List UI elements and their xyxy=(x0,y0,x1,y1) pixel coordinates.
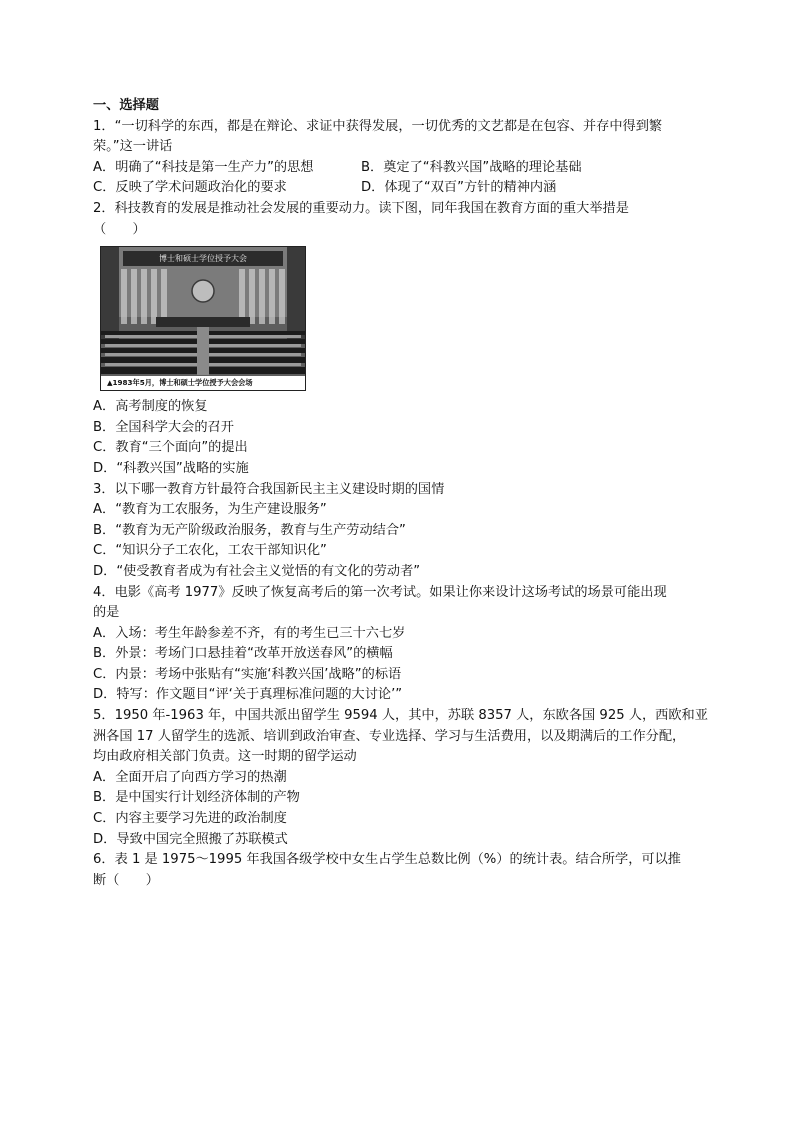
question-stem: 5．1950 年-1963 年，中国共派出留学生 9594 人，其中，苏联 8357 人，东欧各国 925 人，西欧和亚 xyxy=(93,708,708,724)
photo-caption: ▲1983年5月，博士和硕士学位授予大会会场 xyxy=(101,376,305,390)
question-stem: 4．电影《高考 1977》反映了恢复高考后的第一次考试。如果让你来设计这场考试的场景可能出现 xyxy=(93,584,667,600)
option-b: B．全国科学大会的召开 xyxy=(93,419,234,435)
option-a: A．全面开启了向西方学习的热潮 xyxy=(93,769,287,785)
option-c: C．内容主要学习先进的政治制度 xyxy=(93,811,287,827)
option-c: C．内景：考场中张贴有“实施‘科教兴国’战略”的标语 xyxy=(93,666,402,682)
option-a: A．明确了“科技是第一生产力”的思想 xyxy=(93,159,314,175)
option-a: A．入场：考生年龄参差不齐，有的考生已三十六七岁 xyxy=(93,625,406,641)
option-d: D．“科教兴国”战略的实施 xyxy=(93,460,249,476)
question-3 xyxy=(93,480,705,583)
conference-photo-image xyxy=(101,247,305,390)
question-stem: 2．科技教育的发展是推动社会发展的重要动力。读下图，同年我国在教育方面的重大举措是 xyxy=(93,200,629,216)
exam-page xyxy=(93,96,708,891)
option-b: B．外景：考场门口悬挂着“改革开放送春风”的横幅 xyxy=(93,646,393,662)
question-5 xyxy=(93,706,708,850)
question-stem: 6．表 1 是 1975～1995 年我国各级学校中女生占学生总数比例（%）的统计表。结合所学，可以推 xyxy=(93,852,681,868)
question-stem: 的是 xyxy=(93,605,120,621)
option-c: C．反映了学术问题政治化的要求 xyxy=(93,180,287,196)
question-stem: 均由政府相关部门负责。这一时期的留学运动 xyxy=(93,749,357,765)
question-6 xyxy=(93,850,705,891)
question-stem: 洲各国 17 人留学生的选派、培训到政治审查、专业选择、学习与生活费用，以及期满后的工作分配， xyxy=(93,728,686,744)
question-2 xyxy=(93,199,705,480)
option-c: C．教育“三个面向”的提出 xyxy=(93,440,248,456)
option-d: D．“使受教育者成为有社会主义觉悟的有文化的劳动者” xyxy=(93,563,421,579)
conference-photo xyxy=(100,246,306,391)
option-a: A．高考制度的恢复 xyxy=(93,399,208,415)
question-stem: （ ） xyxy=(93,221,146,237)
section-title: 一、选择题 xyxy=(93,98,159,113)
question-stem: 荣。”这一讲话 xyxy=(93,139,173,155)
option-a: A．“教育为工农服务，为生产建设服务” xyxy=(93,502,327,518)
photo-banner: 博士和硕士学位授予大会 xyxy=(123,251,283,266)
option-b: B．是中国实行计划经济体制的产物 xyxy=(93,790,300,806)
option-d: D．导致中国完全照搬了苏联模式 xyxy=(93,831,288,847)
option-d: D．体现了“双百”方针的精神内涵 xyxy=(361,180,557,196)
question-stem: 3．以下哪一教育方针最符合我国新民主主义建设时期的国情 xyxy=(93,481,445,497)
question-1 xyxy=(93,117,705,199)
question-stem: 断（ ） xyxy=(93,872,159,888)
option-b: B．“教育为无产阶级政治服务，教育与生产劳动结合” xyxy=(93,522,406,538)
option-b: B．奠定了“科教兴国”战略的理论基础 xyxy=(361,159,582,175)
question-stem: 1．“一切科学的东西，都是在辩论、求证中获得发展，一切优秀的文艺都是在包容、并存中得到繁 xyxy=(93,118,663,134)
question-4 xyxy=(93,583,705,707)
option-d: D．特写：作文题目“评‘关于真理标准问题的大讨论’” xyxy=(93,687,403,703)
option-c: C．“知识分子工农化，工农干部知识化” xyxy=(93,543,327,559)
